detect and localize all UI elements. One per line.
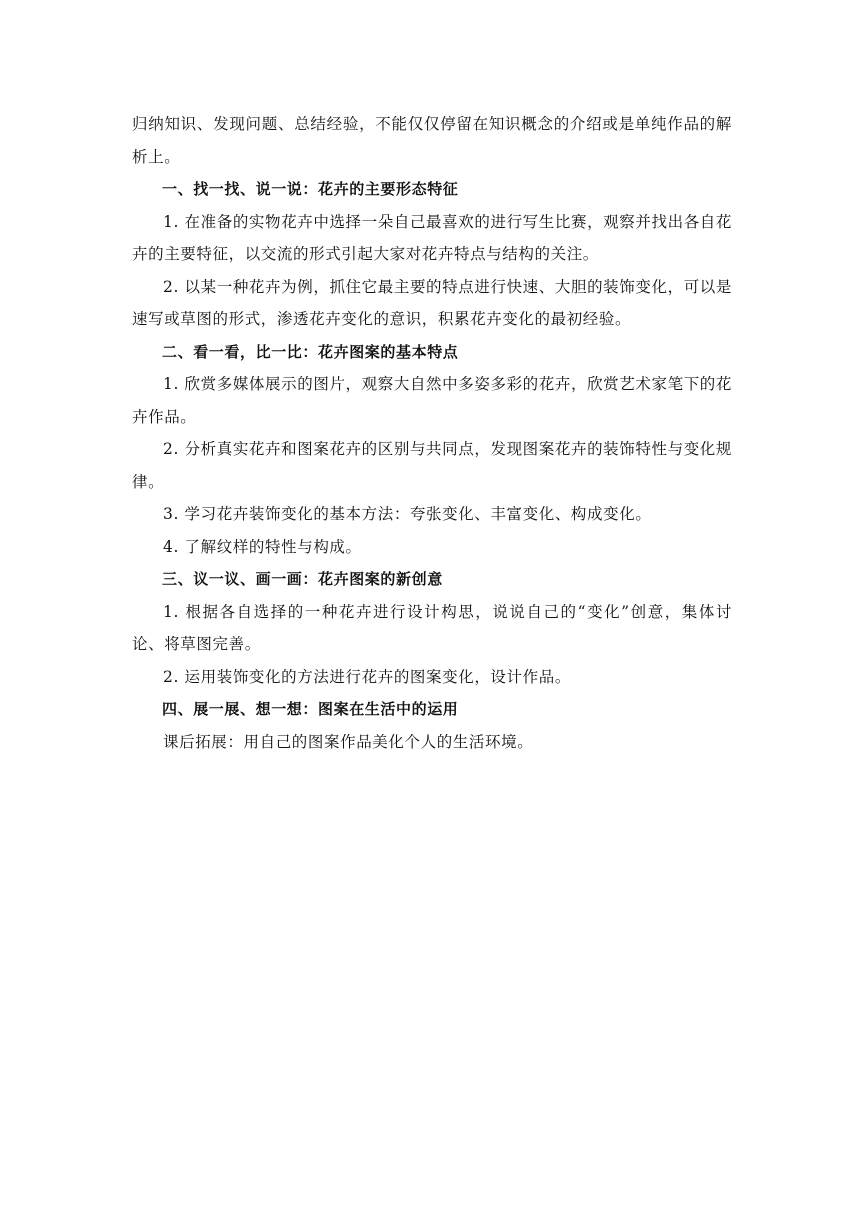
- section-2-item-2: 2. 分析真实花卉和图案花卉的区别与共同点，发现图案花卉的装饰特性与变化规律。: [132, 440, 732, 491]
- section-4-item-1: 课后拓展：用自己的图案作品美化个人的生活环境。: [163, 732, 534, 751]
- section-heading-2: 二、看一看，比一比：花卉图案的基本特点: [162, 342, 459, 361]
- section-3-item-2: 2. 运用装饰变化的方法进行花卉的图案变化，设计作品。: [163, 667, 571, 686]
- section-1-item-1: 1. 在准备的实物花卉中选择一朵自己最喜欢的进行写生比赛，观察并找出各自花卉的主要特征，以交流的形式引起大家对花卉特点与结构的关注。: [132, 212, 732, 263]
- section-2-item-4: 4. 了解纹样的特性与构成。: [163, 537, 362, 556]
- section-1-item-2: 2. 以某一种花卉为例，抓住它最主要的特点进行快速、大胆的装饰变化，可以是速写或草图的形式，渗透花卉变化的意识，积累花卉变化的最初经验。: [132, 277, 732, 328]
- section-heading-4: 四、展一展、想一想：图案在生活中的运用: [162, 700, 459, 718]
- section-3-item-1: 1. 根据各自选择的一种花卉进行设计构思，说说自己的“变化”创意，集体讨论、将草图完善。: [132, 602, 732, 653]
- section-heading-3: 三、议一议、画一画：花卉图案的新创意: [162, 570, 443, 588]
- document-body: [132, 108, 732, 758]
- section-2-item-3: 3. 学习花卉装饰变化的基本方法：夸张变化、丰富变化、构成变化。: [163, 505, 652, 523]
- section-heading-1: 一、找一找、说一说：花卉的主要形态特征: [162, 180, 459, 198]
- intro-continuation: 归纳知识、发现问题、总结经验，不能仅仅停留在知识概念的介绍或是单纯作品的解析上。: [132, 115, 732, 166]
- section-2-item-1: 1. 欣赏多媒体展示的图片，观察大自然中多姿多彩的花卉，欣赏艺术家笔下的花卉作品。: [132, 375, 732, 426]
